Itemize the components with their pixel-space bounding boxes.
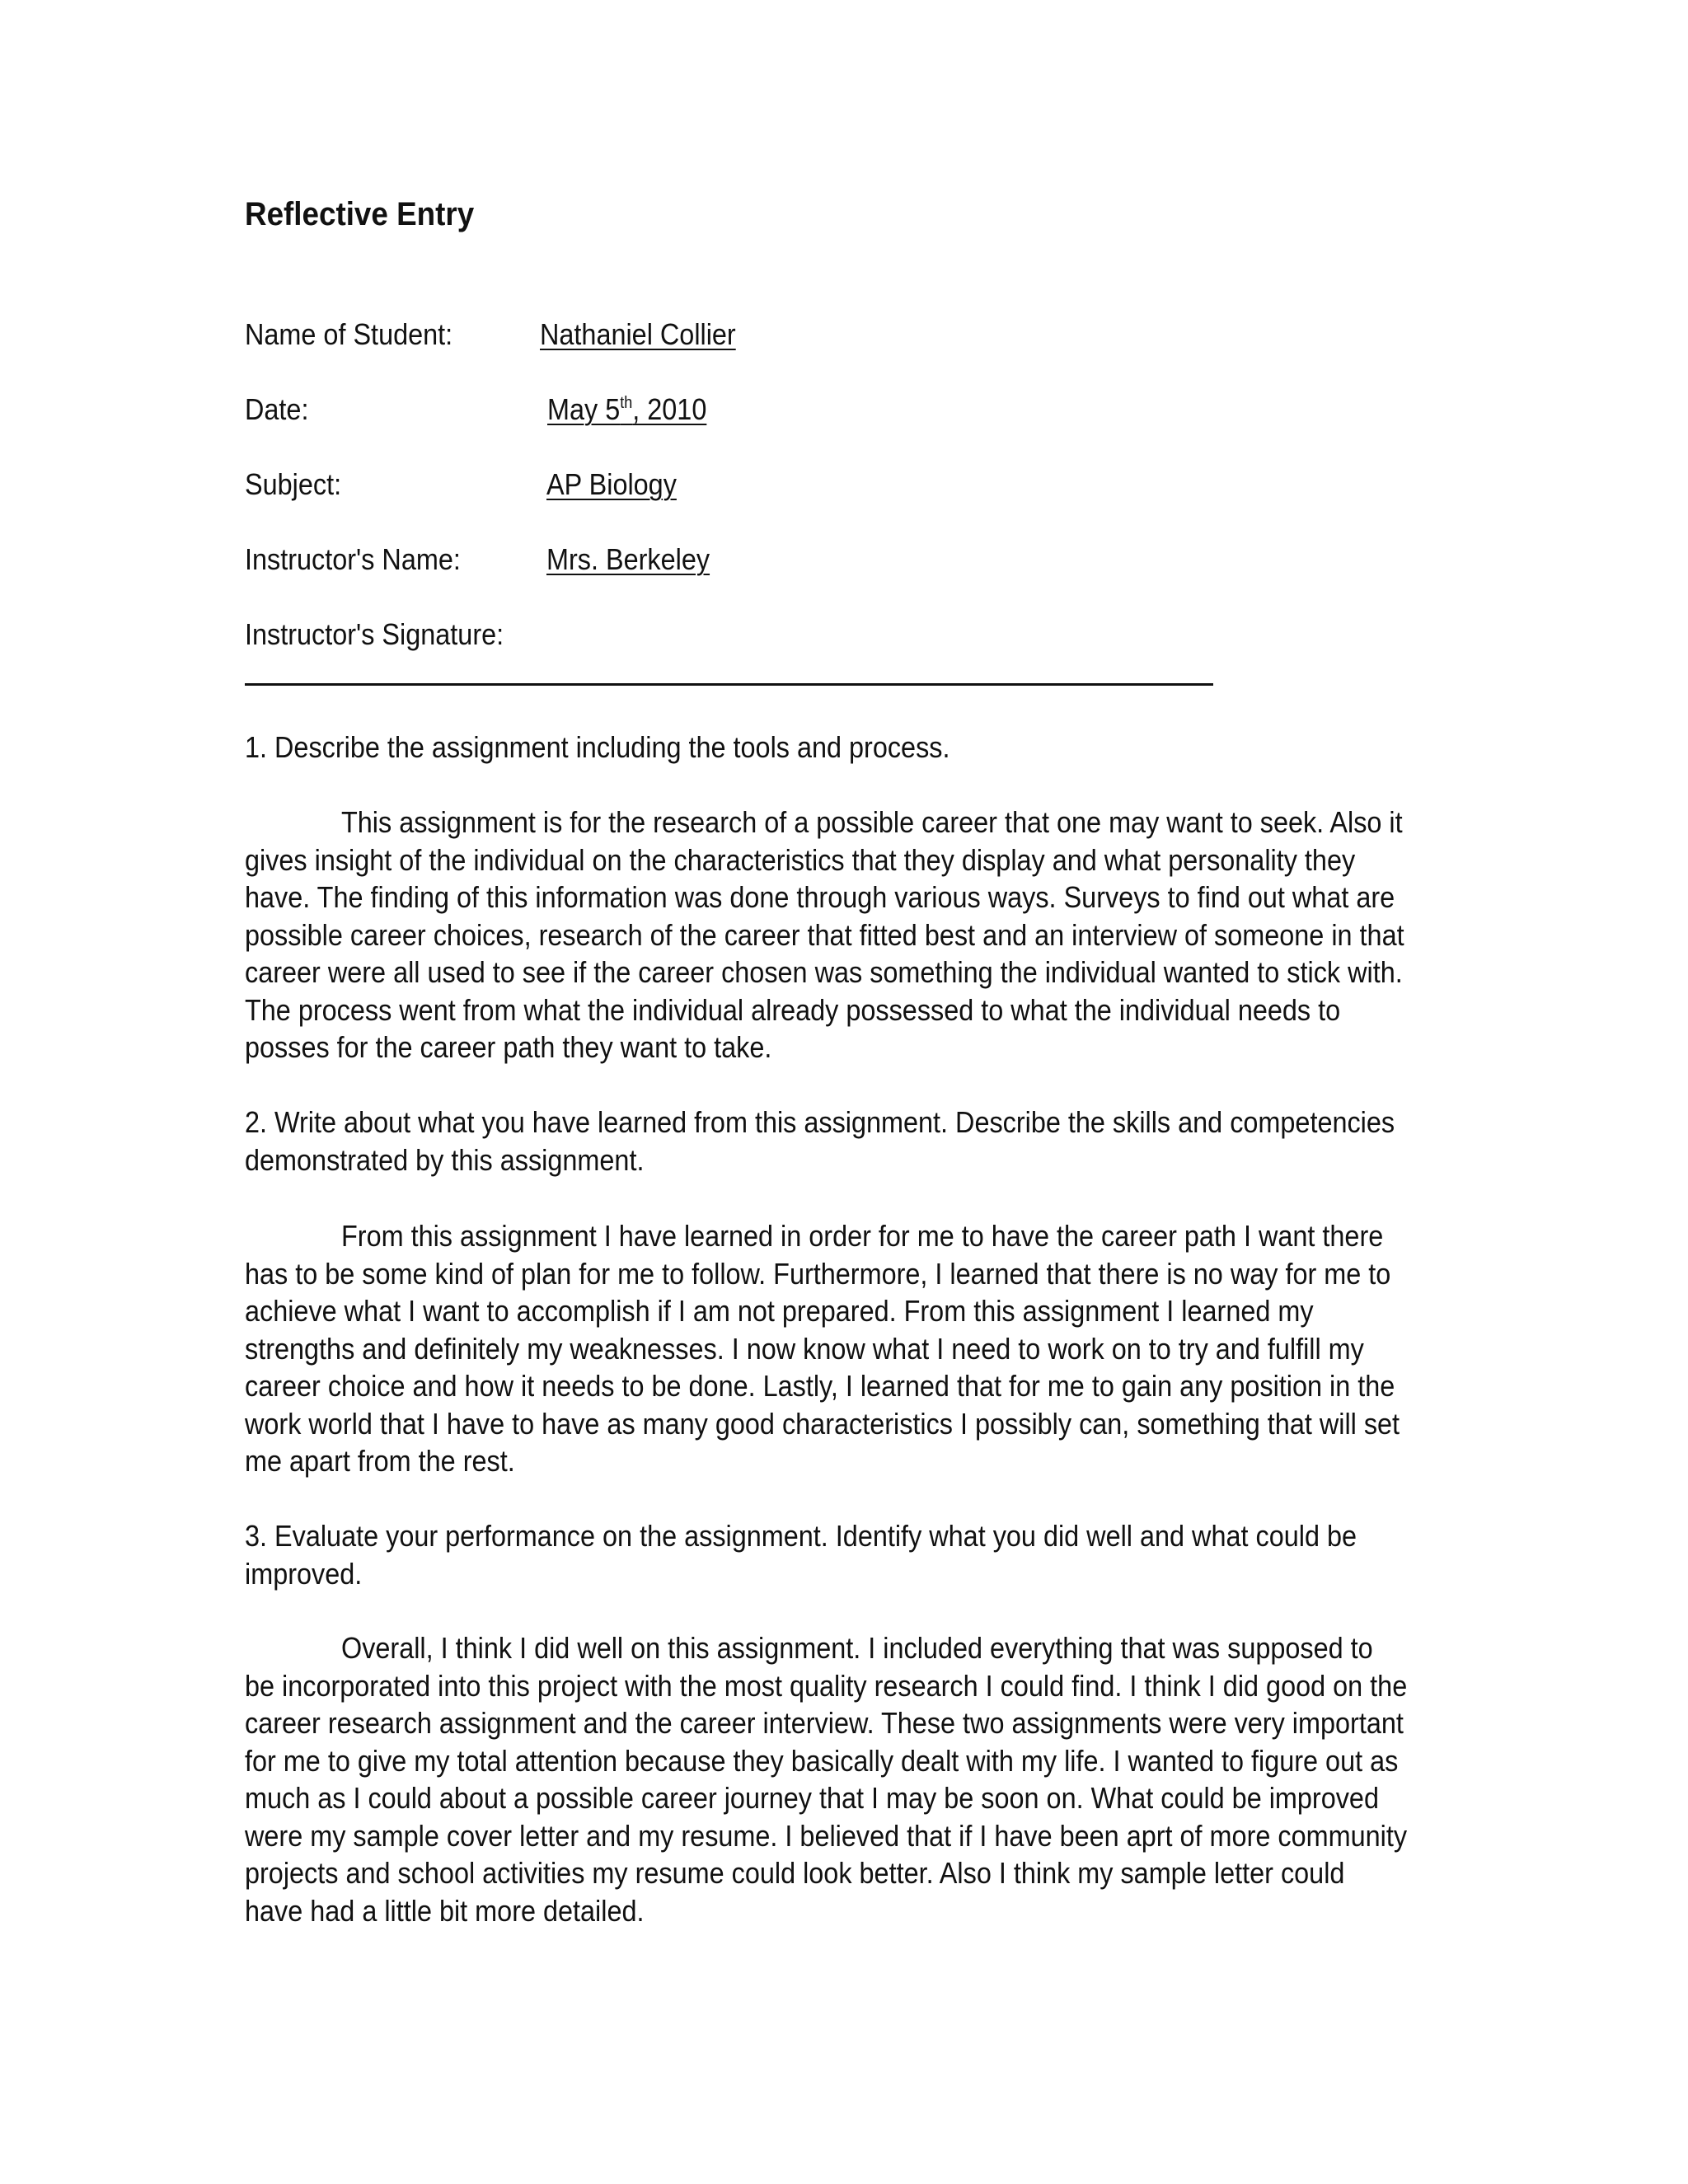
signature-line bbox=[245, 683, 1213, 686]
answer-1-line: posses for the career path they want to take. bbox=[245, 1030, 772, 1064]
instructor-name-value: Mrs. Berkeley bbox=[546, 542, 710, 576]
answer-1-line: gives insight of the individual on the characteristics that they display and what personality they bbox=[245, 842, 1356, 877]
date-label: Date: bbox=[245, 392, 309, 426]
answer-3-line: Overall, I think I did well on this assignment. I included everything that was supposed to bbox=[341, 1631, 1373, 1665]
date-value-main: May 5 bbox=[547, 392, 621, 426]
date-value-year: , 2010 bbox=[632, 392, 707, 426]
answer-3-line: projects and school activities my resume could look better. Also I think my sample letter could bbox=[245, 1856, 1345, 1890]
answer-1-line: The process went from what the individual already possessed to what the individual needs to bbox=[245, 992, 1341, 1027]
question-1-line: 1. Describe the assignment including the tools and process. bbox=[245, 730, 950, 764]
date-value bbox=[547, 392, 706, 427]
answer-1-line: possible career choices, research of the career that fitted best and an interview of someone in that bbox=[245, 917, 1404, 952]
answer-3-line: were my sample cover letter and my resume. I believed that if I have been aprt of more community bbox=[245, 1818, 1408, 1853]
question-3-line: improved. bbox=[245, 1556, 363, 1591]
answer-2-line: me apart from the rest. bbox=[245, 1444, 515, 1478]
question-3 bbox=[245, 1517, 1465, 1592]
question-1 bbox=[245, 729, 1465, 766]
answer-2-line: has to be some kind of plan for me to follow. Furthermore, I learned that there is no way for me to bbox=[245, 1256, 1391, 1291]
answer-2-line: career choice and how it needs to be done. Lastly, I learned that for me to gain any position in the bbox=[245, 1369, 1395, 1403]
answer-2-line: achieve what I want to accomplish if I am not prepared. From this assignment I learned my bbox=[245, 1294, 1314, 1328]
answer-3-line: be incorporated into this project with the most quality research I could find. I think I did good on the bbox=[245, 1668, 1408, 1703]
answer-2-line: work world that I have to have as many good characteristics I possibly can, something that will set bbox=[245, 1406, 1400, 1441]
question-3-line: 3. Evaluate your performance on the assignment. Identify what you did well and what could be bbox=[245, 1519, 1357, 1553]
question-2-line: 2. Write about what you have learned from this assignment. Describe the skills and competencies bbox=[245, 1105, 1395, 1139]
question-2 bbox=[245, 1104, 1465, 1179]
answer-1-line: career were all used to see if the career chosen was something the individual wanted to stick with. bbox=[245, 955, 1403, 989]
answer-3-line: much as I could about a possible career journey that I may be soon on. What could be improved bbox=[245, 1781, 1379, 1815]
answer-1-line: have. The finding of this information was done through various ways. Surveys to find out what are bbox=[245, 880, 1395, 914]
answer-2 bbox=[245, 1217, 1465, 1480]
student-name-value: Nathaniel Collier bbox=[540, 317, 736, 351]
question-2-line: demonstrated by this assignment. bbox=[245, 1142, 645, 1177]
instructor-signature-label: Instructor's Signature: bbox=[245, 617, 504, 651]
answer-3 bbox=[245, 1629, 1465, 1929]
student-name-label: Name of Student: bbox=[245, 317, 453, 351]
instructor-name-label: Instructor's Name: bbox=[245, 542, 461, 576]
answer-1-line: This assignment is for the research of a possible career that one may want to seek. Also it bbox=[341, 805, 1403, 839]
answer-1 bbox=[245, 804, 1465, 1066]
answer-2-line: strengths and definitely my weaknesses. I now know what I need to work on to try and fulfill my bbox=[245, 1331, 1364, 1366]
answer-3-line: for me to give my total attention because they basically dealt with my life. I wanted to figure out as bbox=[245, 1743, 1399, 1778]
answer-3-line: have had a little bit more detailed. bbox=[245, 1893, 645, 1928]
subject-label: Subject: bbox=[245, 467, 342, 501]
answer-2-line: From this assignment I have learned in order for me to have the career path I want there bbox=[341, 1219, 1384, 1253]
document-title: Reflective Entry bbox=[245, 196, 475, 232]
answer-3-line: career research assignment and the career interview. These two assignments were very important bbox=[245, 1706, 1404, 1740]
date-value-ordinal: th bbox=[620, 394, 633, 412]
subject-value: AP Biology bbox=[546, 467, 677, 501]
